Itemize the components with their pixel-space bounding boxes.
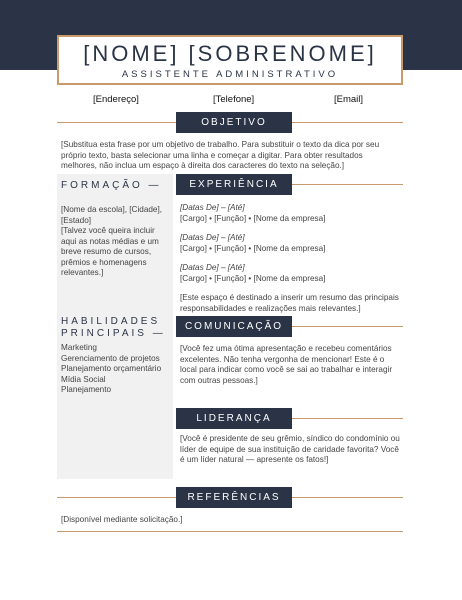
full-name[interactable]: [NOME] [SOBRENOME]	[83, 41, 377, 66]
communication-heading: COMUNICAÇÃO	[176, 316, 292, 337]
references-bottom-rule	[57, 531, 403, 532]
contact-phone[interactable]: [Telefone]	[213, 94, 255, 105]
contact-address[interactable]: [Endereço]	[93, 94, 139, 105]
experience-dates[interactable]: [Datas De] – [Até]	[180, 263, 245, 272]
education-section	[61, 205, 171, 279]
experience-role[interactable]: [Cargo] • [Função] • [Nome da empresa]	[180, 243, 326, 253]
education-details[interactable]: [Talvez você queira incluir aqui as notas médias e um breve resumo de cursos, prêmios e homenagens relevantes.]	[61, 226, 159, 277]
job-title[interactable]: ASSISTENTE ADMINISTRATIVO	[121, 69, 339, 80]
objective-heading: OBJETIVO	[176, 112, 292, 133]
contact-email[interactable]: [Email]	[334, 94, 364, 105]
skills-heading-line2: PRINCIPAIS —	[61, 328, 166, 339]
references-heading: REFERÊNCIAS	[176, 487, 292, 508]
references-text[interactable]: [Disponível mediante solicitação.]	[61, 515, 183, 524]
leadership-heading: LIDERANÇA	[176, 408, 292, 429]
experience-heading: EXPERIÊNCIA	[176, 174, 292, 195]
experience-dates[interactable]: [Datas De] – [Até]	[180, 203, 245, 212]
experience-role[interactable]: [Cargo] • [Função] • [Nome da empresa]	[180, 273, 326, 283]
education-school[interactable]: [Nome da escola], [Cidade], [Estado]	[61, 205, 163, 225]
communication-text[interactable]: [Você fez uma ótima apresentação e recebeu comentários excelentes. Não tenha vergonha de mencionar! Este é o local para indicar como você se sai ao trabalhar e interagir com outras pessoas.]	[180, 344, 393, 385]
experience-entry	[180, 263, 402, 284]
leadership-text[interactable]: [Você é presidente de seu grêmio, síndico do condomínio ou líder de equipe de sua instituição de caridade favorita? Você é um líder natural — apresente os fatos!]	[180, 434, 400, 464]
skill-item[interactable]: Planejamento orçamentário	[61, 364, 162, 373]
experience-dates[interactable]: [Datas De] – [Até]	[180, 233, 245, 242]
skill-item[interactable]: Planejamento	[61, 385, 112, 394]
objective-text[interactable]: [Substitua esta frase por um objetivo de trabalho. Para substituir o texto da dica por seu próprio texto, basta selecionar uma linha e começar a digitar. Para obter resultados melhores, não inclua um espaço à direita dos caracteres do texto na seleção.]	[61, 140, 380, 170]
experience-entry	[180, 233, 402, 254]
education-heading: FORMAÇÃO —	[61, 180, 162, 191]
skills-heading-line1: HABILIDADES	[61, 316, 161, 327]
experience-section	[180, 203, 402, 314]
skills-list	[61, 343, 173, 396]
skills-heading	[61, 316, 166, 340]
experience-summary[interactable]: [Este espaço é destinado a inserir um resumo das principais responsabilidades e realizações mais relevantes.]	[180, 293, 399, 313]
skill-item[interactable]: Mídia Social	[61, 374, 106, 384]
skill-item[interactable]: Gerenciamento de projetos	[61, 353, 160, 363]
experience-role[interactable]: [Cargo] • [Função] • [Nome da empresa]	[180, 213, 326, 223]
experience-entry	[180, 203, 402, 224]
name-box	[57, 35, 403, 85]
skill-item[interactable]: Marketing	[61, 343, 97, 352]
